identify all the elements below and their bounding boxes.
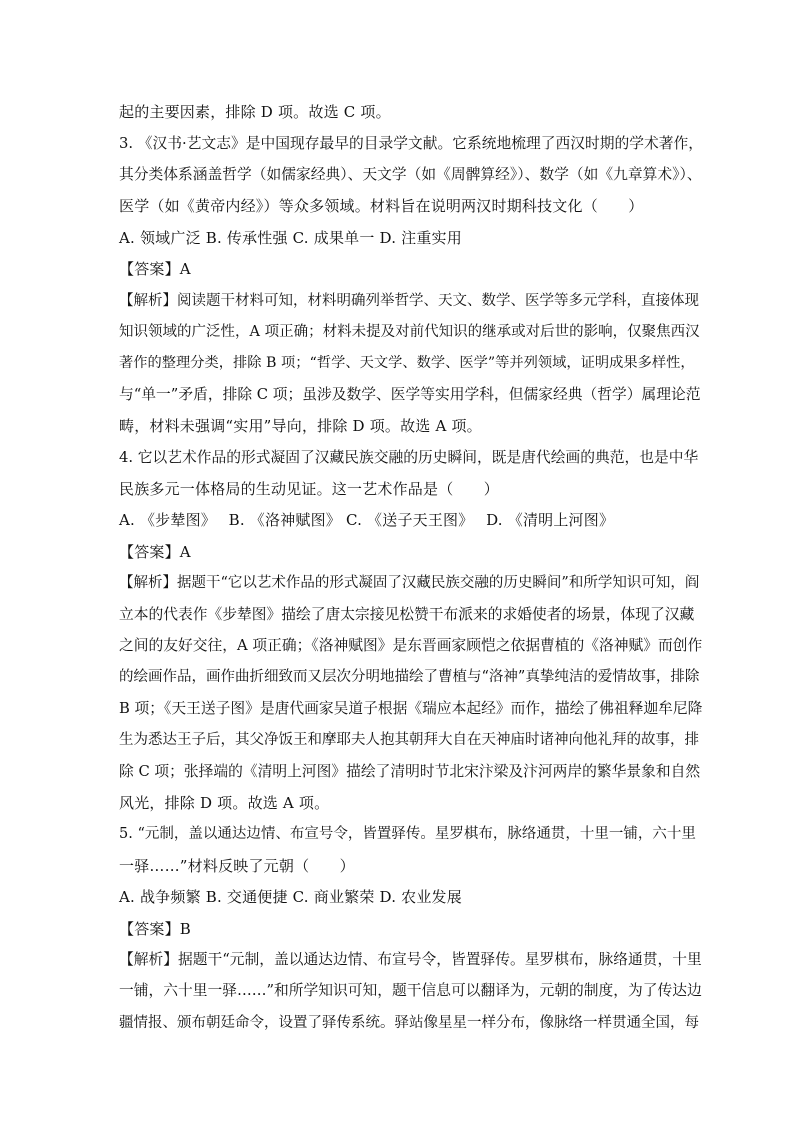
question-4-analysis: 【解析】据题干“它以艺术作品的形式凝固了汉藏民族交融的历史瞬间”和所学知识可知，阎 (119, 575, 700, 591)
text-line: 一铺，六十里一驿……”和所学知识可知，题干信息可以翻译为，元朝的制度，为了传达边 (119, 982, 702, 999)
question-4-answer: 【答案】A (119, 543, 191, 561)
question-5-answer: 【答案】B (119, 920, 192, 938)
text-line: 疆情报、颁布朝廷命令，设置了驿传系统。驿站像星星一样分布，像脉络一样贯通全国，每 (119, 1015, 699, 1031)
question-4-stem: 4. 它以艺术作品的形式凝固了汉藏民族交融的历史瞬间，既是唐代绘画的典范，也是中华 (119, 449, 699, 466)
text-line: 的绘画作品，画作曲折细致而又层次分明地描绘了曹植与“洛神”真挚纯洁的爱情故事，排除 (119, 669, 700, 685)
question-3-analysis: 【解析】阅读题干材料可知，材料明确列举哲学、天文、数学、医学等多元学科，直接体现 (119, 293, 699, 309)
text-line: 风光，排除 D 项。故选 A 项。 (119, 794, 330, 812)
text-line: 医学（如《黄帝内经》）等众多领域。材料旨在说明两汉时期科技文化（ ） (119, 197, 644, 215)
text-line: 立本的代表作《步辇图》描绘了唐太宗接见松赞干布派来的求婚使者的场景，体现了汉藏 (119, 606, 695, 623)
question-4-options: A. 《步辇图》 B. 《洛神赋图》 C. 《送子天王图》 D. 《清明上河图》 (119, 511, 615, 529)
text-line: 民族多元一体格局的生动见证。这一艺术作品是（ ） (119, 480, 500, 498)
text-line: 知识领域的广泛性，A 项正确；材料未提及对前代知识的继承或对后世的影响，仅聚焦西汉 (119, 324, 700, 340)
text-line: 一驿……”材料反映了元朝（ ） (119, 857, 355, 875)
text-line: 之间的友好交往，A 项正确；《洛神赋图》是东晋画家顾恺之依据曹植的《洛神赋》而创作 (119, 637, 703, 654)
text-line: 其分类体系涵盖哲学（如儒家经典）、天文学（如《周髀算经》）、数学（如《九章算术》）、 (119, 166, 702, 183)
text-line: 除 C 项；张择端的《清明上河图》描绘了清明时节北宋汴梁及汴河两岸的繁华景象和自然 (119, 763, 701, 780)
question-5-options: A. 战争频繁 B. 交通便捷 C. 商业繁荣 D. 农业发展 (119, 888, 462, 906)
question-3-answer: 【答案】A (119, 260, 191, 278)
question-5-analysis: 【解析】据题干“元制，盖以通达边情、布宣号令，皆置驿传。星罗棋布，脉络通贯，十里 (119, 951, 702, 968)
text-line: 生为悉达王子后，其父净饭王和摩耶夫人抱其朝拜大自在天神庙时诸神向他礼拜的故事，排 (119, 732, 699, 748)
text-line: 畴，材料未强调“实用”导向，排除 D 项。故选 A 项。 (119, 417, 482, 435)
text-line: 著作的整理分类，排除 B 项；“哲学、天文学、数学、医学”等并列领域，证明成果多样性， (119, 355, 695, 371)
question-3-stem: 3. 《汉书·艺文志》是中国现存最早的目录学文献。它系统地梳理了西汉时期的学术著作， (119, 135, 703, 152)
question-5-stem: 5. “元制，盖以通达边情、布宣号令，皆置驿传。星罗棋布，脉络通贯，十里一铺，六十里 (119, 826, 696, 842)
text-line: B 项；《天王送子图》是唐代画家吴道子根据《瑞应本起经》而作，描绘了佛祖释迦牟尼降 (119, 700, 703, 717)
text-line: 起的主要因素，排除 D 项。故选 C 项。 (119, 103, 391, 121)
question-3-options: A. 领域广泛 B. 传承性强 C. 成果单一 D. 注重实用 (119, 229, 462, 247)
text-line: 与“单一”矛盾，排除 C 项；虽涉及数学、医学等实用学科，但儒家经典（哲学）属理论范 (119, 386, 701, 403)
